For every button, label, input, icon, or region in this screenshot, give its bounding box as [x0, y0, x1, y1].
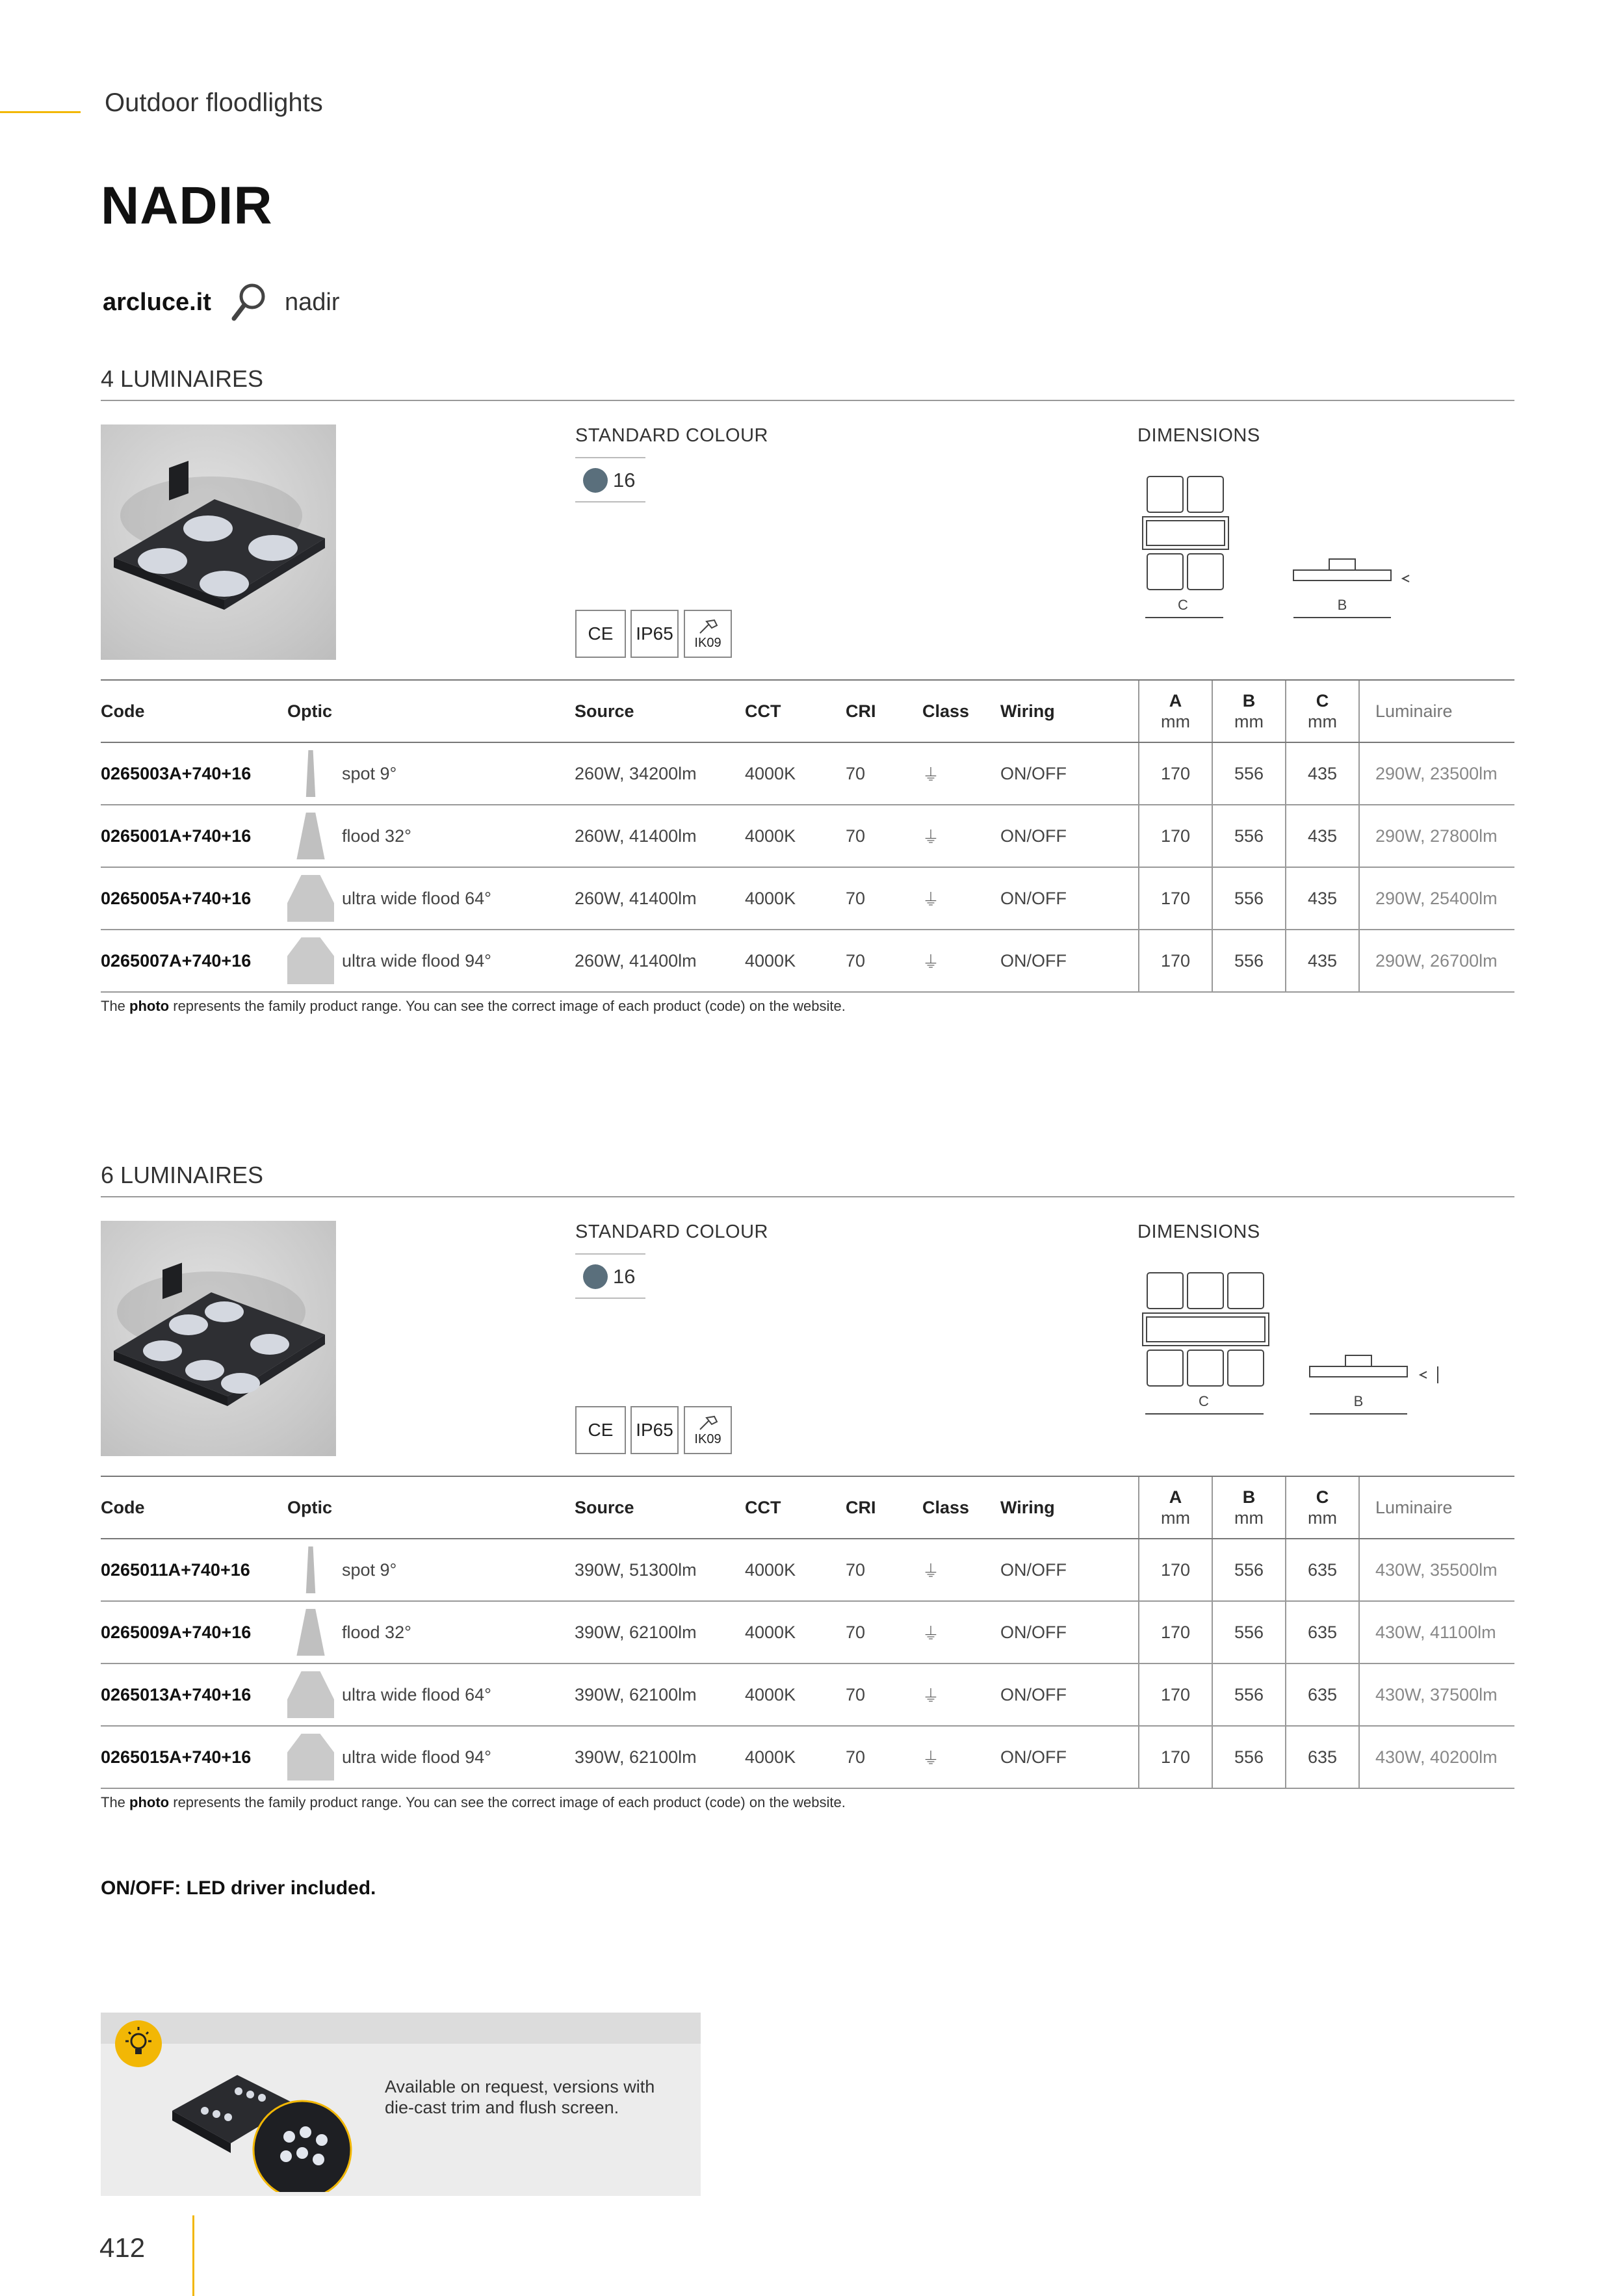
- product-code[interactable]: 0265003A+740+16: [101, 742, 287, 805]
- source: 260W, 41400lm: [575, 930, 745, 992]
- optic-label: flood 32°: [342, 826, 411, 846]
- table-header-row: [101, 680, 1514, 742]
- luminaire: 290W, 23500lm: [1359, 742, 1514, 805]
- colour-swatch: [583, 468, 608, 493]
- website-link[interactable]: arcluce.it: [103, 289, 211, 316]
- colour-swatch-row: [575, 457, 645, 502]
- colour-swatch-row: [575, 1253, 645, 1299]
- dim-a: 170: [1139, 742, 1212, 805]
- page-accent-line: [192, 2215, 194, 2296]
- dimensions-diagram: [1137, 1268, 1443, 1420]
- cct: 4000K: [745, 805, 846, 867]
- table-header-row: [101, 1476, 1514, 1539]
- promo-header-bar: [101, 2013, 701, 2044]
- cct: 4000K: [745, 930, 846, 992]
- cri: 70: [846, 930, 922, 992]
- dim-a: 170: [1139, 930, 1212, 992]
- dim-b: 556: [1212, 867, 1286, 930]
- photo-note: The photo represents the family product range. You can see the correct image of each product (code) on the website.: [101, 998, 846, 1014]
- product-code[interactable]: 0265001A+740+16: [101, 805, 287, 867]
- cri: 70: [846, 805, 922, 867]
- wide-flood-beam-icon: [287, 1671, 334, 1718]
- dim-c: 435: [1286, 805, 1359, 867]
- class-icon: ⏚: [922, 1539, 1000, 1601]
- ultra-wide-beam-icon: [287, 1734, 334, 1781]
- optic-cell: [287, 1726, 575, 1788]
- cct: 4000K: [745, 867, 846, 930]
- colour-code: 16: [613, 469, 636, 491]
- ce-mark-badge: [575, 1406, 626, 1454]
- section-title: 6 LUMINAIRES: [101, 1162, 264, 1188]
- onoff-note: ON/OFF: LED driver included.: [101, 1877, 376, 1899]
- lightbulb-icon: [115, 2020, 162, 2067]
- col-code: Code: [101, 680, 287, 742]
- class-icon: ⏚: [922, 805, 1000, 867]
- col-optic: Optic: [287, 680, 575, 742]
- cct: 4000K: [745, 1601, 846, 1663]
- class-icon: ⏚: [922, 867, 1000, 930]
- luminaire: 290W, 25400lm: [1359, 867, 1514, 930]
- ce-mark: CE: [588, 1420, 614, 1440]
- col-class: Class: [922, 1476, 1000, 1539]
- optic-label: flood 32°: [342, 1622, 411, 1642]
- optic-cell: [287, 930, 575, 992]
- dim-c-label: C: [1178, 597, 1188, 613]
- dim-a: 170: [1139, 1539, 1212, 1601]
- col-wiring: Wiring: [1000, 680, 1139, 742]
- ultra-wide-beam-icon: [287, 937, 334, 984]
- page-title: NADIR: [101, 176, 273, 235]
- wiring: ON/OFF: [1000, 1539, 1139, 1601]
- cri: 70: [846, 1539, 922, 1601]
- product-code[interactable]: 0265013A+740+16: [101, 1663, 287, 1726]
- dim-c: 635: [1286, 1663, 1359, 1726]
- col-optic: Optic: [287, 1476, 575, 1539]
- class-icon: ⏚: [922, 1663, 1000, 1726]
- dim-a: 170: [1139, 805, 1212, 867]
- col-wiring: Wiring: [1000, 1476, 1139, 1539]
- cri: 70: [846, 1726, 922, 1788]
- optic-cell: [287, 742, 575, 805]
- dim-b-label: B: [1353, 1393, 1364, 1409]
- col-cri: CRI: [846, 1476, 922, 1539]
- table-row: [101, 1601, 1514, 1663]
- col-b: B mm: [1212, 680, 1286, 742]
- search-keyword[interactable]: nadir: [285, 289, 340, 316]
- standard-colour-label: STANDARD COLOUR: [575, 1221, 768, 1242]
- spec-table: [101, 679, 1514, 993]
- cri: 70: [846, 1663, 922, 1726]
- dim-c: 435: [1286, 867, 1359, 930]
- wiring: ON/OFF: [1000, 1663, 1139, 1726]
- section-divider: [101, 1196, 1514, 1197]
- wiring: ON/OFF: [1000, 930, 1139, 992]
- wide-flood-beam-icon: [287, 875, 334, 922]
- dim-b: 556: [1212, 1539, 1286, 1601]
- table-row: [101, 1663, 1514, 1726]
- dimensions-diagram: [1137, 471, 1410, 624]
- optic-label: ultra wide flood 94°: [342, 1747, 491, 1767]
- product-code[interactable]: 0265009A+740+16: [101, 1601, 287, 1663]
- table-row: [101, 930, 1514, 992]
- page-number: 412: [99, 2232, 146, 2263]
- optic-label: spot 9°: [342, 763, 397, 783]
- hammer-icon: [695, 1414, 721, 1432]
- col-c: C mm: [1286, 680, 1359, 742]
- table-row: [101, 1539, 1514, 1601]
- product-photo: [101, 1221, 336, 1456]
- dim-c: 635: [1286, 1539, 1359, 1601]
- dim-c: 435: [1286, 742, 1359, 805]
- promo-text: Available on request, versions with die-cast trim and flush screen.: [385, 2077, 655, 2117]
- optic-label: ultra wide flood 64°: [342, 1684, 491, 1704]
- dim-a: 170: [1139, 1663, 1212, 1726]
- dim-b: 556: [1212, 930, 1286, 992]
- dim-b: 556: [1212, 1663, 1286, 1726]
- cct: 4000K: [745, 1726, 846, 1788]
- table-row: [101, 742, 1514, 805]
- section-title: 4 LUMINAIRES: [101, 365, 264, 392]
- source: 390W, 62100lm: [575, 1663, 745, 1726]
- flood-beam-icon: [287, 1609, 334, 1656]
- optic-label: spot 9°: [342, 1559, 397, 1580]
- ik-rating-badge: [684, 610, 732, 658]
- ip-rating-badge: [630, 610, 679, 658]
- wiring: ON/OFF: [1000, 867, 1139, 930]
- dim-c: 635: [1286, 1726, 1359, 1788]
- dim-c: 435: [1286, 930, 1359, 992]
- dim-b: 556: [1212, 1726, 1286, 1788]
- luminaire: 430W, 41100lm: [1359, 1601, 1514, 1663]
- cct: 4000K: [745, 1539, 846, 1601]
- dimensions-label: DIMENSIONS: [1137, 425, 1260, 446]
- luminaire: 290W, 27800lm: [1359, 805, 1514, 867]
- col-a: A mm: [1139, 1476, 1212, 1539]
- col-code: Code: [101, 1476, 287, 1539]
- product-code[interactable]: 0265015A+740+16: [101, 1726, 287, 1788]
- source: 390W, 62100lm: [575, 1601, 745, 1663]
- product-code[interactable]: 0265007A+740+16: [101, 930, 287, 992]
- photo-note: The photo represents the family product range. You can see the correct image of each product (code) on the website.: [101, 1794, 846, 1810]
- luminaire: 430W, 35500lm: [1359, 1539, 1514, 1601]
- ce-mark-badge: [575, 610, 626, 658]
- flush-version-image: [166, 2049, 374, 2192]
- cri: 70: [846, 742, 922, 805]
- ik-rating: IK09: [694, 635, 721, 650]
- spot-beam-icon: [287, 1546, 334, 1593]
- cri: 70: [846, 867, 922, 930]
- product-code[interactable]: 0265011A+740+16: [101, 1539, 287, 1601]
- table-row: [101, 1726, 1514, 1788]
- promo-box: [101, 2013, 701, 2196]
- category-title: Outdoor floodlights: [105, 88, 323, 117]
- dimensions-label: DIMENSIONS: [1137, 1221, 1260, 1242]
- standard-colour-label: STANDARD COLOUR: [575, 425, 768, 446]
- wiring: ON/OFF: [1000, 742, 1139, 805]
- dim-c: 635: [1286, 1601, 1359, 1663]
- flood-beam-icon: [287, 813, 334, 859]
- search-icon: [230, 282, 268, 324]
- luminaire: 430W, 40200lm: [1359, 1726, 1514, 1788]
- optic-label: ultra wide flood 94°: [342, 950, 491, 971]
- dim-a: 170: [1139, 1726, 1212, 1788]
- ik-rating: IK09: [694, 1431, 721, 1446]
- source: 390W, 51300lm: [575, 1539, 745, 1601]
- dim-a: 170: [1139, 1601, 1212, 1663]
- class-icon: ⏚: [922, 742, 1000, 805]
- source: 260W, 34200lm: [575, 742, 745, 805]
- wiring: ON/OFF: [1000, 1601, 1139, 1663]
- col-a: A mm: [1139, 680, 1212, 742]
- category-accent-line: [0, 111, 81, 113]
- class-icon: ⏚: [922, 1726, 1000, 1788]
- col-c: C mm: [1286, 1476, 1359, 1539]
- colour-code: 16: [613, 1265, 636, 1288]
- class-icon: ⏚: [922, 1601, 1000, 1663]
- luminaire: 290W, 26700lm: [1359, 930, 1514, 992]
- col-cct: CCT: [745, 1476, 846, 1539]
- col-cct: CCT: [745, 680, 846, 742]
- col-luminaire: Luminaire: [1359, 1476, 1514, 1539]
- ip-rating: IP65: [636, 1420, 673, 1440]
- col-luminaire: Luminaire: [1359, 680, 1514, 742]
- source: 390W, 62100lm: [575, 1726, 745, 1788]
- dim-b: 556: [1212, 1601, 1286, 1663]
- col-cri: CRI: [846, 680, 922, 742]
- ip-rating: IP65: [636, 623, 673, 644]
- cct: 4000K: [745, 742, 846, 805]
- luminaire-image: [101, 424, 336, 660]
- luminaire-image: [101, 1221, 336, 1456]
- table-row: [101, 867, 1514, 930]
- wiring: ON/OFF: [1000, 805, 1139, 867]
- optic-cell: [287, 1663, 575, 1726]
- ip-rating-badge: [630, 1406, 679, 1454]
- section-divider: [101, 400, 1514, 401]
- cct: 4000K: [745, 1663, 846, 1726]
- hammer-icon: [695, 618, 721, 636]
- cri: 70: [846, 1601, 922, 1663]
- source: 260W, 41400lm: [575, 805, 745, 867]
- dim-b-label: B: [1337, 597, 1347, 613]
- optic-cell: [287, 805, 575, 867]
- dim-c-label: C: [1199, 1393, 1209, 1409]
- product-code[interactable]: 0265005A+740+16: [101, 867, 287, 930]
- optic-cell: [287, 1539, 575, 1601]
- table-row: [101, 805, 1514, 867]
- col-class: Class: [922, 680, 1000, 742]
- optic-cell: [287, 1601, 575, 1663]
- col-source: Source: [575, 1476, 745, 1539]
- dim-a: 170: [1139, 867, 1212, 930]
- source: 260W, 41400lm: [575, 867, 745, 930]
- luminaire: 430W, 37500lm: [1359, 1663, 1514, 1726]
- class-icon: ⏚: [922, 930, 1000, 992]
- dim-b: 556: [1212, 742, 1286, 805]
- col-source: Source: [575, 680, 745, 742]
- colour-swatch: [583, 1264, 608, 1289]
- spot-beam-icon: [287, 750, 334, 797]
- spec-table: [101, 1476, 1514, 1789]
- dim-b: 556: [1212, 805, 1286, 867]
- ik-rating-badge: [684, 1406, 732, 1454]
- product-photo: [101, 424, 336, 660]
- optic-label: ultra wide flood 64°: [342, 888, 491, 908]
- wiring: ON/OFF: [1000, 1726, 1139, 1788]
- col-b: B mm: [1212, 1476, 1286, 1539]
- ce-mark: CE: [588, 623, 614, 644]
- optic-cell: [287, 867, 575, 930]
